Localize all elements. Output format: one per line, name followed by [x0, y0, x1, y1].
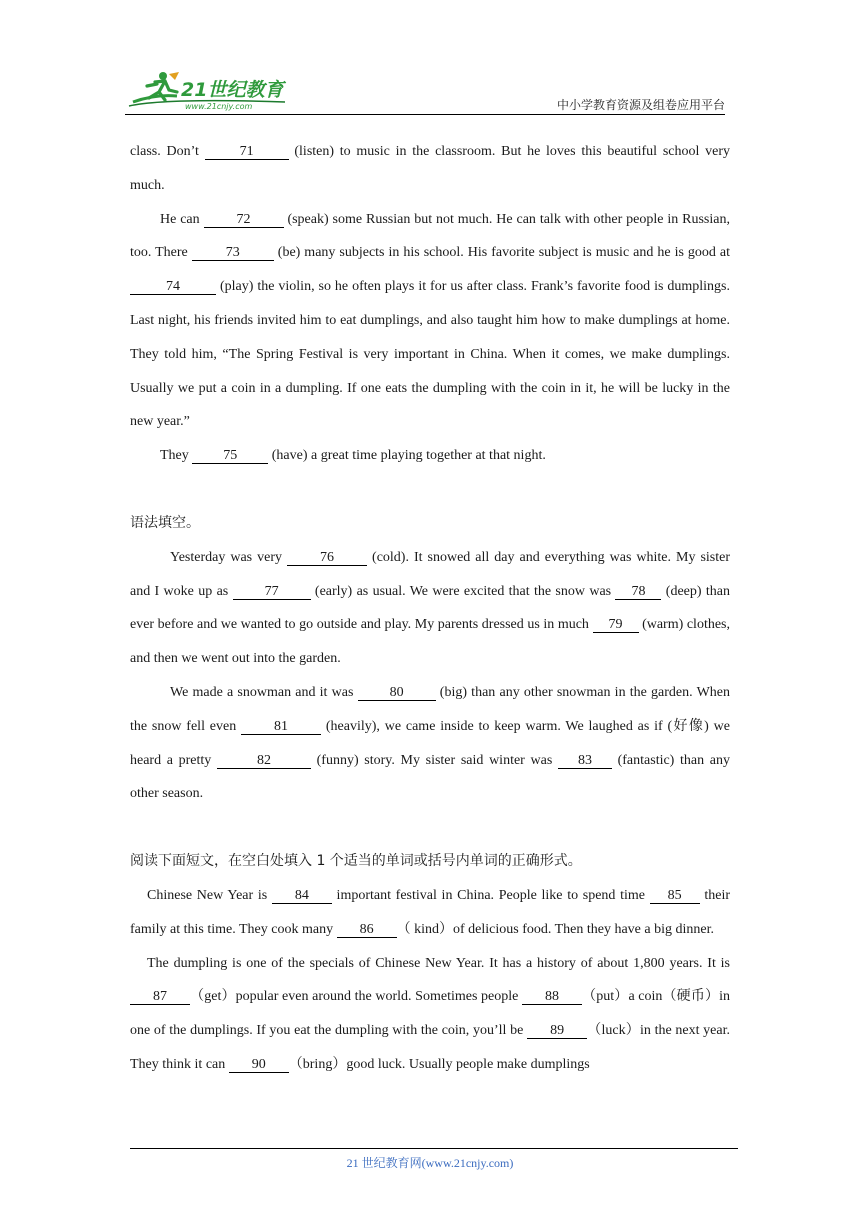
blank-85: 85 [650, 888, 700, 904]
blank-88: 88 [522, 989, 582, 1005]
blank-81: 81 [241, 719, 321, 735]
document-body [130, 135, 730, 1082]
blank-78: 78 [615, 584, 661, 600]
blank-87: 87 [130, 989, 190, 1005]
header-divider [125, 114, 725, 115]
blank-76: 76 [287, 550, 367, 566]
section-heading-reading: 阅读下面短文，在空白处填入 1 个适当的单词或括号内单词的正确形式。 [130, 853, 582, 870]
blank-82: 82 [217, 753, 311, 769]
passage1-paragraph1: class. Don’t 71 (listen) to music in the classroom. But he loves this beautiful school very much. [130, 144, 731, 193]
passage2-paragraph2: We made a snowman and it was 80 (big) than any other snowman in the garden. When the snow fell even 81 (heavily), we came inside to keep warm. We laughed as if (好像) we heard a pretty 82 (funny) story. My sister said winter was 83 (fantastic) than any other season. [130, 684, 731, 802]
blank-73: 73 [192, 245, 274, 261]
passage3-paragraph2: The dumpling is one of the specials of Chinese New Year. It has a history of about 1,800 years. It is 87 （get）popular even around the world. Sometimes people 88 （put）a coin（硬币）in one of the dumplings. If you eat the dumpling with the coin, you’ll be 89 （luck）in the next year. They think it can 90 （bring）good luck. Usually people make dumplings [130, 955, 730, 1072]
platform-name: 中小学教育资源及组卷应用平台 [556, 98, 725, 112]
blank-79: 79 [593, 617, 639, 633]
blank-77: 77 [233, 584, 311, 600]
blank-74: 74 [130, 279, 216, 295]
svg-text:www.21cnjy.com: www.21cnjy.com [185, 102, 253, 111]
blank-84: 84 [272, 888, 332, 904]
passage3-paragraph1: Chinese New Year is 84 important festival in China. People like to spend time 85 their family at this time. They cook many 86 （ kind）of delicious food. Then they have a big dinner. [130, 887, 731, 937]
blank-80: 80 [358, 685, 436, 701]
blank-71: 71 [205, 144, 289, 160]
site-logo [125, 68, 295, 114]
blank-83: 83 [558, 753, 612, 769]
section-heading-grammar: 语法填空。 [130, 514, 200, 531]
passage1-paragraph2: He can 72 (speak) some Russian but not much. He can talk with other people in Russian, too. There 73 (be) many subjects in his school. His favorite subject is music and he is good at 74 (play) the violin, so he often plays it for us after class. Frank’s favorite food is dumplings. Last night, his friends invited him to eat dumplings, and also taught him how to make dumplings at home. They told him, “The Spring Festival is very important in China. When it comes, we make dumplings. Usually we put a coin in a dumpling. If one eats the dumpling with the coin in it, he will be lucky in the new year.” [130, 211, 731, 430]
passage2-paragraph1: Yesterday was very 76 (cold). It snowed all day and everything was white. My sister and I woke up as 77 (early) as usual. We were excited that the snow was 78 (deep) than ever before and we wanted to go outside and play. My parents dressed us in much 79 (warm) clothes, and then we went out into the garden. [130, 549, 731, 667]
page-header [125, 68, 725, 118]
blank-72: 72 [204, 212, 284, 228]
blank-89: 89 [527, 1023, 587, 1039]
svg-text:21世纪教育: 21世纪教育 [181, 79, 284, 101]
blank-86: 86 [337, 922, 397, 938]
runner-logo-icon [125, 68, 295, 114]
page-footer: 21 世纪教育网(www.21cnjy.com) [346, 1156, 514, 1170]
footer-divider [130, 1148, 738, 1149]
blank-90: 90 [229, 1057, 289, 1073]
blank-75: 75 [192, 448, 268, 464]
passage1-paragraph3: They 75 (have) a great time playing together at that night. [160, 448, 546, 464]
